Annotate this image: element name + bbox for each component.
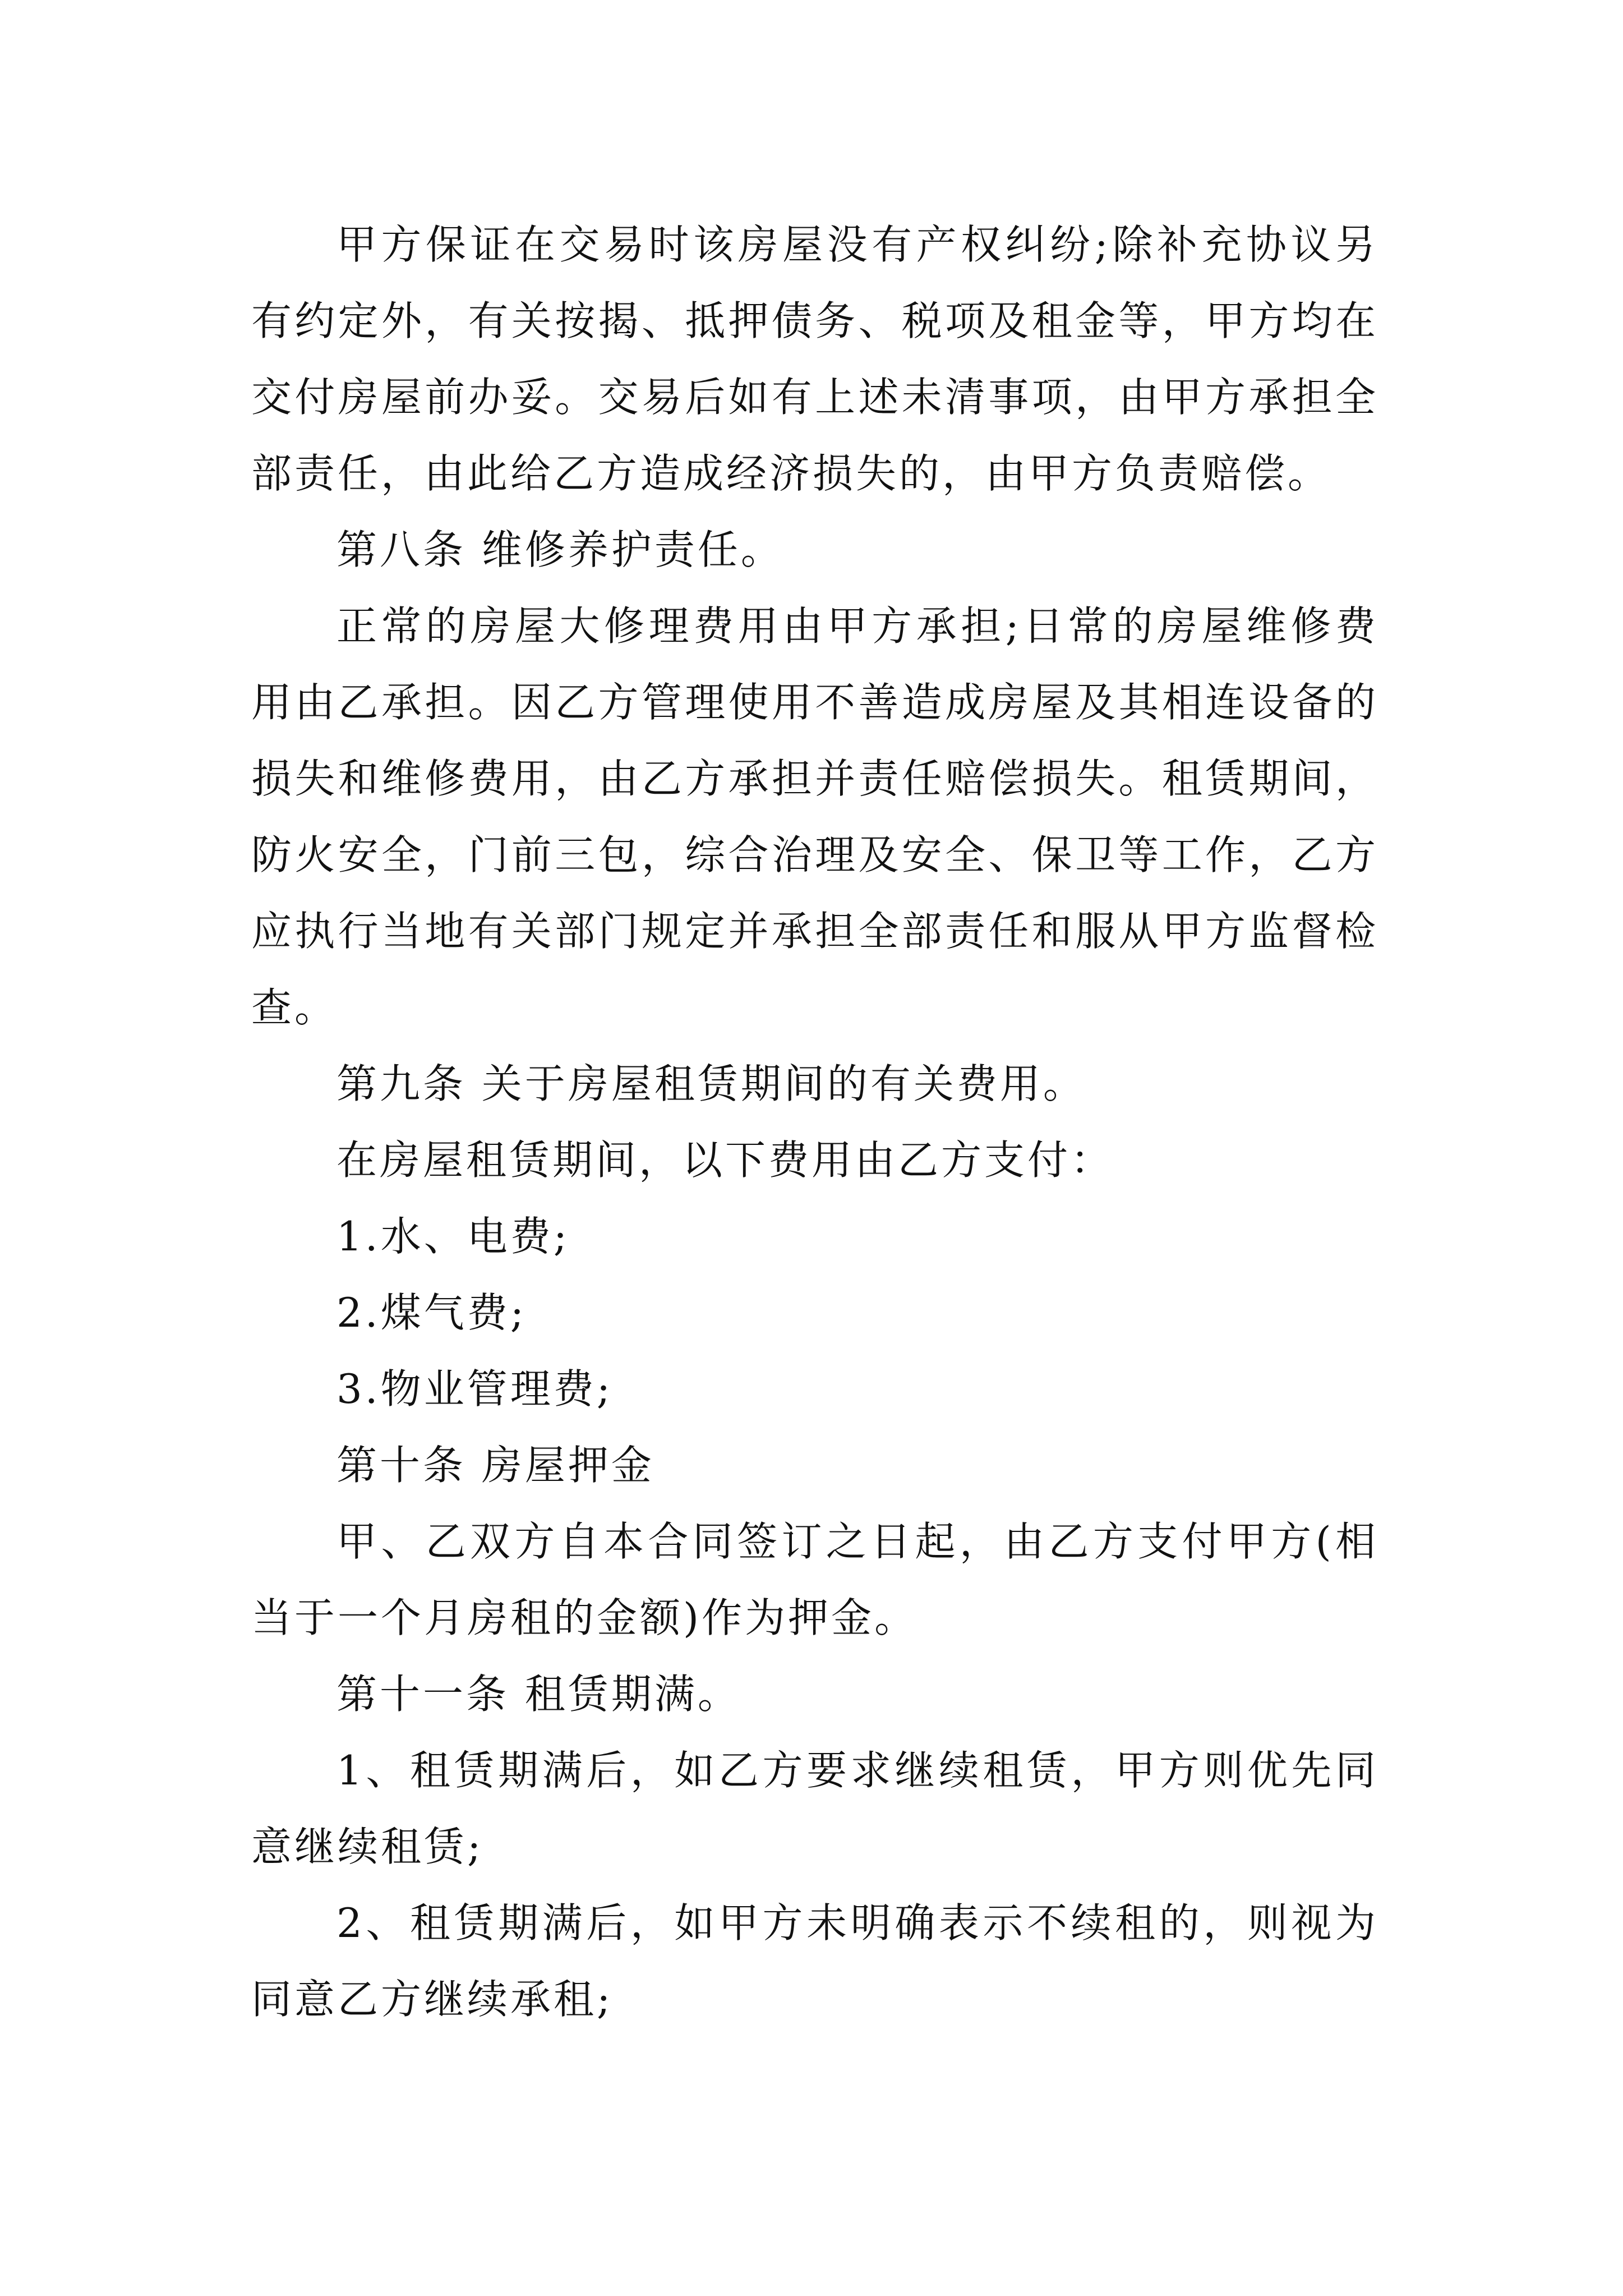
list-item-water-electricity: 1.水、电费; <box>336 1213 570 1260</box>
heading-article-9: 第九条 关于房屋租赁期间的有关费用。 <box>336 1060 1086 1107</box>
heading-article-8: 第八条 维修养护责任。 <box>336 526 784 573</box>
list-item-gas: 2.煤气费; <box>336 1289 527 1336</box>
list-item-property-management: 3.物业管理费; <box>336 1365 613 1412</box>
document-body <box>251 206 1378 2037</box>
paragraph-landlord-guarantee: 甲方保证在交易时该房屋没有产权纠纷;除补充协议另有约定外，有关按揭、抵押债务、税项及租金等，甲方均在交付房屋前办妥。交易后如有上述未清事项，由甲方承担全部责任，由此给乙方造成经济损失的，由甲方负责赔偿。 <box>251 221 1378 497</box>
heading-article-10: 第十条 房屋押金 <box>336 1442 654 1489</box>
paragraph-deposit: 甲、乙双方自本合同签订之日起，由乙方支付甲方(相当于一个月房租的金额)作为押金。 <box>251 1518 1378 1641</box>
heading-article-11: 第十一条 租赁期满。 <box>336 1671 741 1718</box>
paragraph-maintenance: 正常的房屋大修理费用由甲方承担;日常的房屋维修费用由乙承担。因乙方管理使用不善造成房屋及其相连设备的损失和维修费用，由乙方承担并责任赔偿损失。租赁期间，防火安全，门前三包，综合治理及安全、保卫等工作，乙方应执行当地有关部门规定并承担全部责任和服从甲方监督检查。 <box>251 602 1378 1031</box>
paragraph-fees-intro: 在房屋租赁期间，以下费用由乙方支付： <box>336 1137 1114 1184</box>
paragraph-renewal-2: 2、租赁期满后，如甲方未明确表示不续租的，则视为同意乙方继续承租; <box>251 1899 1378 2023</box>
paragraph-renewal-1: 1、租赁期满后，如乙方要求继续租赁，甲方则优先同意继续租赁; <box>251 1747 1378 1870</box>
